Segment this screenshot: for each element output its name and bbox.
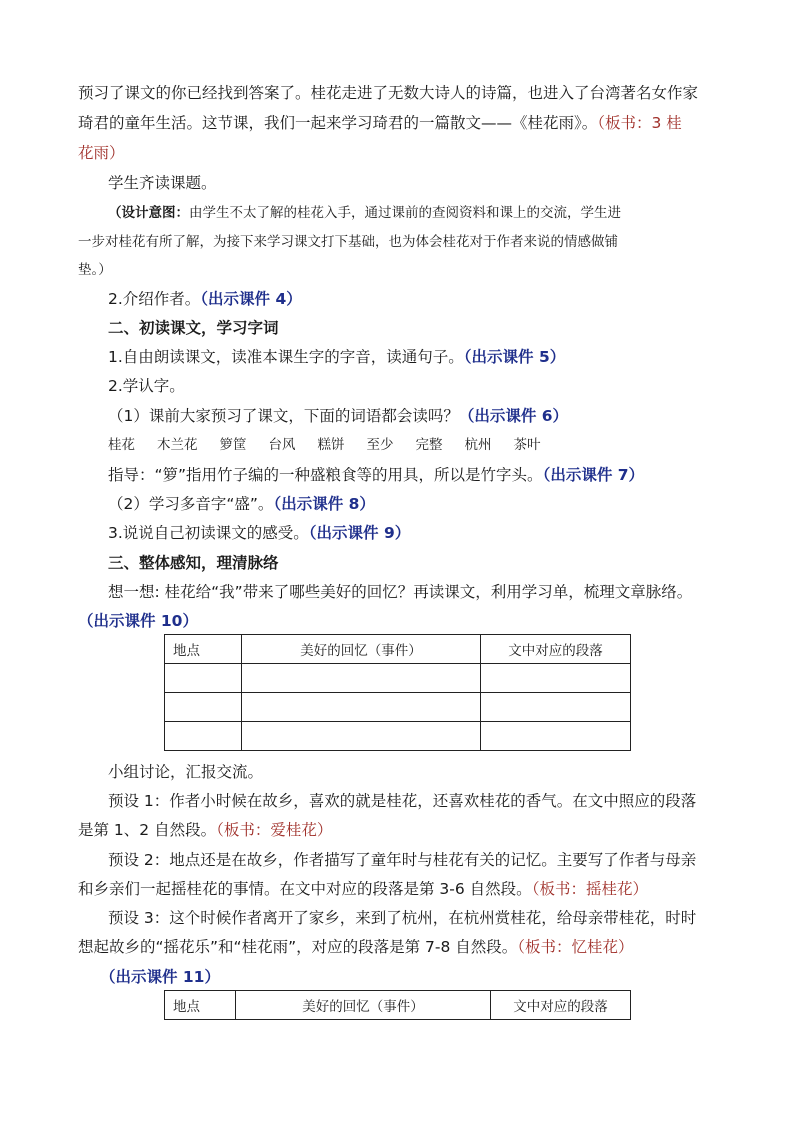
table-header: 地点 bbox=[165, 991, 236, 1020]
vocab-word: 至少 bbox=[366, 437, 394, 453]
table-header: 文中对应的段落 bbox=[491, 991, 631, 1020]
table-row bbox=[165, 722, 631, 751]
intro-line-1 bbox=[78, 82, 698, 104]
courseware-link[interactable]: （出示课件 6） bbox=[458, 407, 569, 425]
courseware-link[interactable]: （出示课件 9） bbox=[308, 524, 411, 542]
item-text: （1）课前大家预习了课文，下面的词语都会读吗？ bbox=[108, 407, 459, 425]
section-2-sub-2 bbox=[108, 493, 375, 515]
design-intent-line-1 bbox=[108, 202, 621, 224]
preset-3-line-2 bbox=[78, 936, 634, 958]
courseware-link[interactable]: （出示课件 8） bbox=[273, 495, 375, 513]
vocab-word: 台风 bbox=[268, 437, 296, 453]
preset-1-line-2 bbox=[78, 819, 332, 841]
intro-line-2 bbox=[78, 112, 682, 134]
vocab-list bbox=[108, 434, 563, 456]
design-intent-text: 由学生不太了解的桂花入手，通过课前的查阅资料和课上的交流，学生进 bbox=[189, 205, 621, 221]
vocab-word: 木兰花 bbox=[157, 437, 198, 453]
preset-text: 和乡亲们一起摇桂花的事情。在文中对应的段落是第 3-6 自然段。 bbox=[78, 880, 532, 898]
step-text: 2.介绍作者。 bbox=[108, 290, 201, 308]
table-header-row bbox=[165, 635, 631, 664]
design-intent-tag: （设计意图： bbox=[108, 205, 189, 221]
board-note: （板书：3 桂 bbox=[597, 114, 682, 132]
vocab-word: 桂花 bbox=[108, 437, 135, 453]
courseware-link[interactable]: （出示课件 5） bbox=[463, 348, 566, 366]
preset-text: 想起故乡的“摇花乐”和“桂花雨”，对应的段落是第 7-8 自然段。 bbox=[78, 938, 518, 956]
section-2-item-3 bbox=[108, 522, 410, 544]
section-2-sub-1 bbox=[108, 405, 568, 427]
intro-text: 预习了课文的你已经找到答案了。桂花走进了无数大诗人的诗篇，也进入了台湾著名女作家 bbox=[78, 84, 699, 102]
item-text: 3.说说自己初读课文的感受。 bbox=[108, 524, 309, 542]
group-discussion: 小组讨论，汇报交流。 bbox=[108, 763, 264, 781]
table-cell[interactable] bbox=[242, 693, 481, 722]
preset-2-line-2 bbox=[78, 878, 648, 900]
section-2-title: 二、初读课文，学习字词 bbox=[108, 319, 279, 337]
table-row bbox=[165, 664, 631, 693]
step-2 bbox=[108, 288, 302, 310]
section-2-item-2: 2.学认字。 bbox=[108, 377, 185, 395]
courseware-link-11[interactable]: （出示课件 11） bbox=[100, 968, 220, 986]
preset-2-line-1: 预设 2：地点还是在故乡，作者描写了童年时与桂花有关的记忆。主要写了作者与母亲 bbox=[108, 851, 697, 869]
intro-text: 琦君的童年生活。这节课，我们一起来学习琦君的一篇散文——《桂花雨》。 bbox=[78, 114, 598, 132]
design-intent-line-3: 垫。） bbox=[78, 262, 112, 278]
courseware-link[interactable]: （出示课件 4） bbox=[200, 290, 302, 308]
table-cell[interactable] bbox=[242, 664, 481, 693]
vocab-word: 箩筐 bbox=[219, 437, 247, 453]
preset-3-line-1: 预设 3：这个时候作者离开了家乡，来到了杭州，在杭州赏桂花，给母亲带桂花，时时 bbox=[108, 909, 697, 927]
table-cell[interactable] bbox=[165, 722, 242, 751]
item-text: （2）学习多音字“盛”。 bbox=[108, 495, 274, 513]
table-header-row bbox=[165, 991, 631, 1020]
table-cell[interactable] bbox=[242, 722, 481, 751]
table-cell[interactable] bbox=[481, 693, 631, 722]
read-title: 学生齐读课题。 bbox=[108, 174, 217, 192]
intro-line-3 bbox=[78, 142, 125, 164]
board-note: （板书：忆桂花） bbox=[517, 938, 634, 956]
table-row bbox=[165, 693, 631, 722]
item-text: 1.自由朗读课文，读准本课生字的字音，读通句子。 bbox=[108, 348, 464, 366]
vocab-word: 完整 bbox=[415, 437, 443, 453]
vocab-word: 茶叶 bbox=[513, 437, 541, 453]
think-prompt: 想一想: 桂花给“我”带来了哪些美好的回忆？再读课文，利用学习单，梳理文章脉络。 bbox=[108, 583, 693, 601]
table-header: 美好的回忆（事件） bbox=[242, 635, 481, 664]
guide-note bbox=[108, 464, 644, 486]
table-cell[interactable] bbox=[481, 722, 631, 751]
design-intent-line-2: 一步对桂花有所了解，为接下来学习课文打下基础，也为体会桂花对于作者来说的情感做铺 bbox=[78, 234, 618, 250]
vocab-word: 糕饼 bbox=[317, 437, 345, 453]
table-header: 地点 bbox=[165, 635, 242, 664]
study-sheet-table-2 bbox=[164, 990, 631, 1020]
courseware-link[interactable]: （出示课件 7） bbox=[542, 466, 644, 484]
table-header: 美好的回忆（事件） bbox=[236, 991, 491, 1020]
table-cell[interactable] bbox=[481, 664, 631, 693]
courseware-link-10[interactable]: （出示课件 10） bbox=[78, 612, 198, 630]
board-note: （板书：摇桂花） bbox=[531, 880, 648, 898]
preset-text: 是第 1、2 自然段。 bbox=[78, 821, 217, 839]
guide-text: 指导：“箩”指用竹子编的一种盛粮食等的用具，所以是竹字头。 bbox=[108, 466, 543, 484]
preset-1-line-1: 预设 1：作者小时候在故乡，喜欢的就是桂花，还喜欢桂花的香气。在文中照应的段落 bbox=[108, 792, 697, 810]
study-sheet-table bbox=[164, 634, 631, 751]
section-3-title: 三、整体感知，理清脉络 bbox=[108, 554, 279, 572]
section-2-item-1 bbox=[108, 346, 565, 368]
board-note: 花雨） bbox=[78, 144, 125, 162]
vocab-word: 杭州 bbox=[464, 437, 492, 453]
table-cell[interactable] bbox=[165, 664, 242, 693]
board-note: （板书：爱桂花） bbox=[216, 821, 333, 839]
table-cell[interactable] bbox=[165, 693, 242, 722]
table-header: 文中对应的段落 bbox=[481, 635, 631, 664]
